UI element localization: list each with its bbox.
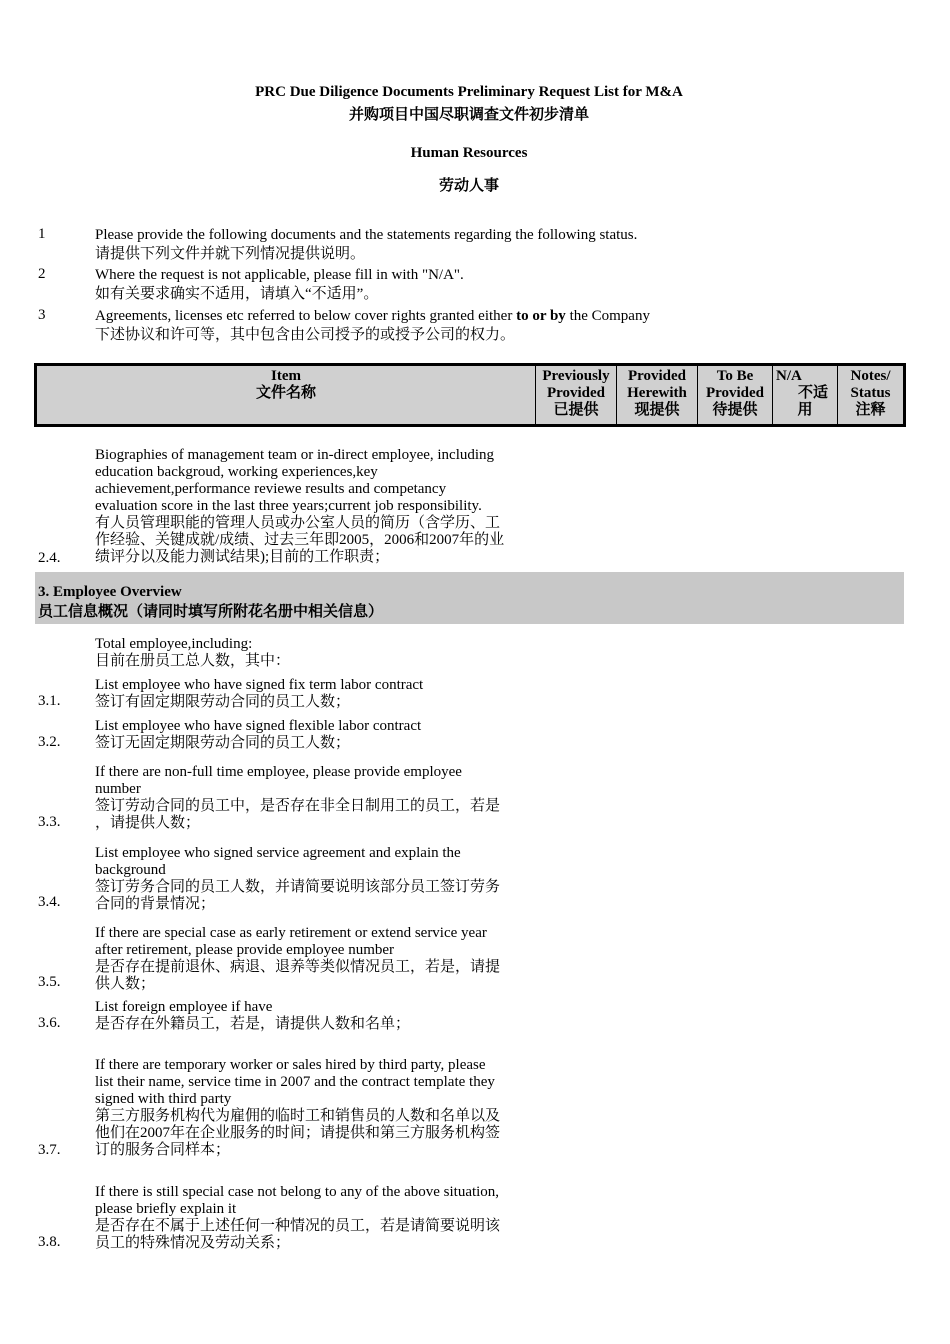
item-3-6-description: List foreign employee if have 是否存在外籍员工，若是，请提供人数和名单；: [95, 999, 411, 1032]
item-3-5-description: If there are special case as early retirement or extend service year after retirement, please provide employee number 是否存在提前退休、病退、退养等类似情况员工，若是，请提 供人数；: [95, 925, 501, 992]
item-number: 3.2.: [38, 734, 61, 750]
item-number: 3.7.: [38, 1142, 61, 1158]
note-item: [95, 226, 735, 264]
request-table-header: [34, 363, 906, 427]
header-previously-provided: Previously Provided 已提供: [536, 365, 617, 426]
item-number: 2.4.: [38, 550, 61, 566]
header-na: N/A 不适 用: [773, 365, 838, 426]
header-item: Item 文件名称: [36, 365, 536, 426]
document-title-zh: 并购项目中国尽职调查文件初步清单: [348, 107, 589, 123]
section-title-en: Human Resources: [410, 145, 528, 161]
item-number: 3.1.: [38, 693, 61, 709]
note-text-zh: 下述协议和许可等，其中包含由公司授予的或授予公司的权力。: [95, 327, 516, 343]
note-text-en: Agreements, licenses etc referred to below cover rights granted either to or by the Company: [95, 308, 650, 324]
item-2-4-description: Biographies of management team or in-direct employee, including education backgroud, working experiences,key achievement,performance reviewe results and competancy evaluation score in the last three years;current job responsibility. 有人员管理职能的管理人员或办公室人员的简历（含学历、工 作经验、关键成就/成绩、过去三年即2005，2006和2007年的业 绩评分以及能力测试结果);目前的工作职责；: [95, 447, 505, 565]
item-3-3-description: If there are non-full time employee, please provide employee number 签订劳动合同的员工中，是否存在非全日制用工的员工，若是 ，请提供人数；: [95, 764, 501, 831]
note-item: [95, 266, 735, 304]
section-header-employee-overview: 3. Employee Overview 员工信息概况（请同时填写所附花名册中相关信息）: [35, 572, 904, 624]
item-3-4-description: List employee who signed service agreement and explain the background 签订劳务合同的员工人数，并请简要说明该部分员工签订劳务 合同的背景情况；: [95, 845, 501, 912]
note-text-en: Please provide the following documents and the statements regarding the following status.: [95, 227, 638, 243]
note-item: [95, 307, 735, 345]
item-number: 3.6.: [38, 1015, 61, 1031]
note-text-zh: 如有关要求确实不适用，请填入“不适用”。: [95, 286, 379, 302]
header-notes-status: Notes/ Status 注释: [838, 365, 905, 426]
item-total-employee: Total employee,including: 目前在册员工总人数，其中：: [95, 636, 291, 669]
item-3-7-description: If there are temporary worker or sales hired by third party, please list their name, service time in 2007 and the contract template they signed with third party 第三方服务机构代为雇佣的临时工和销售员的人数和名单以及 他们在2007年在企业服务的时间；请提供和第三方服务机构签 订的服务合同样本；: [95, 1057, 501, 1158]
note-text-zh: 请提供下列文件并就下列情况提供说明。: [95, 246, 366, 262]
item-number: 3.3.: [38, 814, 61, 830]
note-number: 3: [38, 307, 46, 323]
item-number: 3.8.: [38, 1234, 61, 1250]
item-number: 3.5.: [38, 974, 61, 990]
item-3-2-description: List employee who have signed flexible labor contract 签订无固定期限劳动合同的员工人数；: [95, 718, 422, 751]
item-number: 3.4.: [38, 894, 61, 910]
note-number: 2: [38, 266, 46, 282]
document-title-en: PRC Due Diligence Documents Preliminary Request List for M&A: [255, 84, 683, 100]
item-3-8-description: If there is still special case not belong to any of the above situation, please briefly explain it 是否存在不属于上述任何一种情况的员工，若是请简要说明该 员工的特殊情况及劳动关系；: [95, 1184, 501, 1251]
item-3-1-description: List employee who have signed fix term labor contract 签订有固定期限劳动合同的员工人数；: [95, 677, 424, 710]
note-number: 1: [38, 226, 46, 242]
section-title-zh: 劳动人事: [438, 178, 499, 194]
note-text-en: Where the request is not applicable, please fill in with "N/A".: [95, 267, 464, 283]
header-provided-herewith: Provided Herewith 现提供: [617, 365, 698, 426]
header-to-be-provided: To Be Provided 待提供: [698, 365, 773, 426]
